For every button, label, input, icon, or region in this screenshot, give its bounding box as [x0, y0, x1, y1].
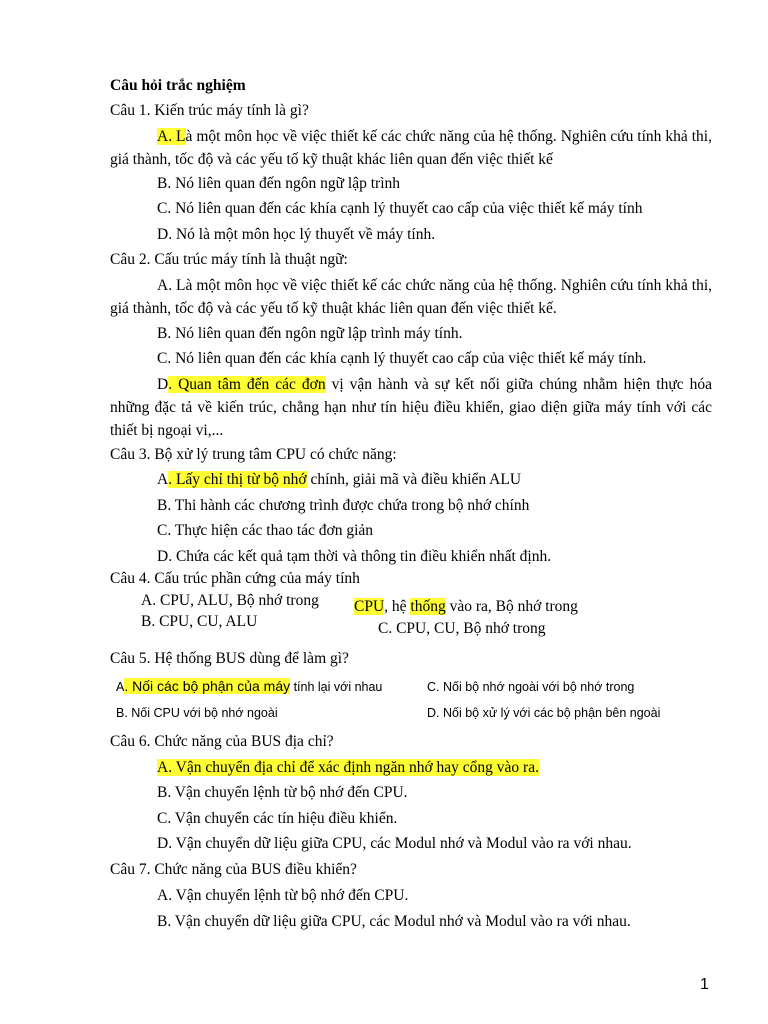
q2-option-a: A. Là một môn học về việc thiết kế các chức năng của hệ thống. Nghiên cứu tính khả thi, giá thành, tốc độ và các yếu tố kỹ thuật khác liên quan đến việc thiết kế. — [110, 277, 712, 317]
q5-option-d: D. Nối bộ xử lý với các bộ phận bên ngoài — [427, 706, 661, 720]
q3-option-c: C. Thực hiện các thao tác đơn giản — [157, 522, 374, 539]
q4-option-d-text-mid: , hệ — [384, 598, 411, 615]
q1-option-a-highlight: A. L — [157, 128, 186, 145]
q2-option-c: C. Nó liên quan đến các khía cạnh lý thuyết cao cấp của việc thiết kế máy tính. — [157, 350, 647, 367]
q6-option-b: B. Vận chuyển lệnh từ bộ nhớ đến CPU. — [157, 784, 408, 801]
page-number: 1 — [700, 976, 709, 993]
q4-option-d-highlight-system: thống — [410, 598, 446, 615]
q6-option-a — [157, 758, 539, 778]
q1-option-a-text: à một môn học về việc thiết kế các chức năng của hệ thống. Nghiên cứu tính khả thi, giá thành, tốc độ và các yếu tố kỹ thuật khác liên quan đến việc thiết kế — [110, 128, 712, 168]
q4-question: Câu 4. Cấu trúc phần cứng của máy tính — [110, 570, 360, 587]
q5-option-a — [116, 677, 382, 696]
q5-option-a-highlight: . Nối các bộ phận của máy — [124, 678, 291, 694]
q3-option-a-highlight: . Lấy chỉ thị từ bộ nhớ — [168, 471, 307, 488]
page-title: Câu hỏi trắc nghiệm — [110, 77, 246, 94]
q5-option-c: C. Nối bộ nhớ ngoài với bộ nhớ trong — [427, 680, 635, 694]
q1-option-c: C. Nó liên quan đến các khía cạnh lý thuyết cao cấp của việc thiết kế máy tính — [157, 200, 643, 217]
q1-option-a — [110, 125, 712, 171]
q3-option-a-text: chính, giải mã và điều khiển ALU — [306, 471, 522, 488]
q6-question: Câu 6. Chức năng của BUS địa chỉ? — [110, 733, 334, 750]
q6-option-d: D. Vận chuyển dữ liệu giữa CPU, các Modul nhớ và Modul vào ra với nhau. — [157, 835, 632, 852]
q3-option-a-letter: A — [157, 471, 169, 488]
q2-option-b: B. Nó liên quan đến ngôn ngữ lập trình máy tính. — [157, 325, 463, 342]
q3-option-d: D. Chứa các kết quả tạm thời và thông tin điều khiển nhất định. — [157, 548, 552, 565]
q2-option-d-text: vị vận hành và sự kết nối giữa chúng nhằm hiện thực hóa những đặc tả về kiến trúc, chẳng hạn như tín hiệu điều khiển, giao diện giữa máy tính với các thiết bị ngoại vi,... — [110, 376, 713, 439]
q4-option-a: A. CPU, ALU, Bộ nhớ trong — [141, 592, 319, 609]
q1-question: Câu 1. Kiến trúc máy tính là gì? — [110, 102, 309, 119]
q2-option-d-letter: D — [157, 376, 169, 393]
q2-option-d — [110, 373, 712, 442]
q5-option-a-text: tính lại với nhau — [290, 680, 383, 694]
q3-option-a — [157, 470, 521, 490]
q7-option-b: B. Vận chuyển dữ liệu giữa CPU, các Modul nhớ và Modul vào ra với nhau. — [157, 913, 631, 930]
q5-option-a-letter: A — [116, 680, 125, 694]
q4-option-d-text: vào ra, Bộ nhớ trong — [445, 598, 578, 615]
q4-option-d — [354, 597, 578, 617]
q5-question: Câu 5. Hệ thống BUS dùng để làm gì? — [110, 650, 349, 667]
q4-option-c: C. CPU, CU, Bộ nhớ trong — [378, 620, 546, 637]
q5-option-b: B. Nối CPU với bộ nhớ ngoài — [116, 706, 278, 720]
q3-option-b: B. Thi hành các chương trình được chứa trong bộ nhớ chính — [157, 497, 530, 514]
q3-question: Câu 3. Bộ xử lý trung tâm CPU có chức năng: — [110, 446, 397, 463]
q4-option-b: B. CPU, CU, ALU — [141, 613, 258, 630]
q2-option-d-highlight: . Quan tâm đến các đơn — [168, 376, 326, 393]
q2-question: Câu 2. Cấu trúc máy tính là thuật ngữ: — [110, 251, 348, 268]
q6-option-a-highlight: A. Vận chuyển địa chỉ để xác định ngăn nhớ hay cổng vào ra. — [157, 759, 539, 776]
q4-option-d-highlight-cpu: CPU — [354, 598, 385, 615]
q6-option-c: C. Vận chuyển các tín hiệu điều khiển. — [157, 810, 398, 827]
q1-option-d: D. Nó là một môn học lý thuyết về máy tính. — [157, 226, 436, 243]
q1-option-b: B. Nó liên quan đến ngôn ngữ lập trình — [157, 175, 401, 192]
q7-question: Câu 7. Chức năng của BUS điều khiển? — [110, 861, 357, 878]
q7-option-a: A. Vận chuyển lệnh từ bộ nhớ đến CPU. — [157, 887, 409, 904]
